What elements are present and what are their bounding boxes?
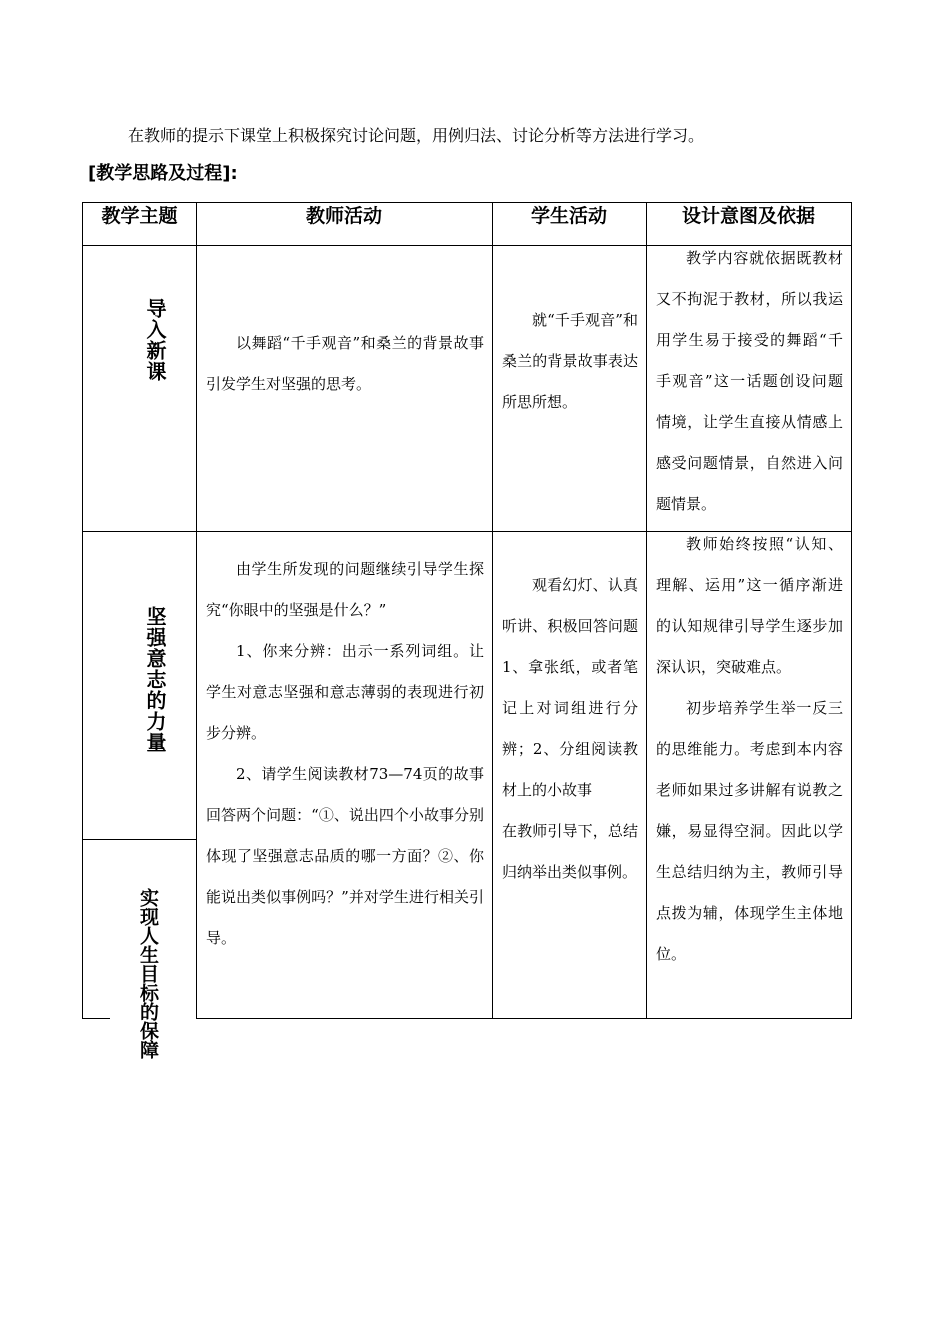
table-border-left	[82, 202, 83, 1019]
topic-life-goals: 实现人生目标的保障	[137, 888, 159, 1059]
table-border-bottom-left	[82, 1018, 110, 1019]
design-intent-intro: 教学内容就依据既教材又不拘泥于教材，所以我运用学生易于接受的舞蹈“千手观音”这一话题创设问题情境，让学生直接从情感上感受问题情景，自然进入问题情景。	[656, 249, 843, 513]
table-border-bottom	[196, 1018, 852, 1019]
header-design: 设计意图及依据	[681, 205, 815, 227]
col-divider-3	[646, 202, 647, 1019]
student-activity-willpower: 观看幻灯、认真听讲、积极回答问题1、拿张纸，或者笔记上对词组进行分辨；2、分组阅读教材上的小故事 在教师引导下，总结归纳举出类似事例。	[502, 576, 638, 881]
header-student: 学生活动	[530, 205, 607, 227]
section-heading: [教学思路及过程]:	[88, 163, 238, 184]
intro-paragraph: 在教师的提示下课堂上积极探究讨论问题，用例归法、讨论分析等方法进行学习。	[128, 126, 705, 145]
topic-willpower: 坚强意志的力量	[143, 606, 167, 753]
col-divider-2	[492, 202, 493, 1019]
topic-subdivider	[82, 839, 197, 840]
topic-intro: 导入新课	[143, 298, 167, 382]
design-intent-willpower: 教师始终按照“认知、理解、运用”这一循序渐进的认知规律引导学生逐步加深认识，突破难点。 初步培养学生举一反三的思维能力。考虑到本内容老师如果过多讲解有说教之嫌，易显得空洞。因此以学生总结归纳为主，教师引导点拨为辅，体现学生主体地位。	[656, 535, 843, 963]
header-topic: 教学主题	[101, 205, 178, 227]
teacher-activity-intro: 以舞蹈“千手观音”和桑兰的背景故事引发学生对坚强的思考。	[206, 334, 484, 393]
col-divider-1	[196, 202, 197, 1019]
header-teacher: 教师活动	[305, 205, 382, 227]
teacher-activity-willpower: 由学生所发现的问题继续引导学生探究“你眼中的坚强是什么？” 1、你来分辨：出示一系列词组。让学生对意志坚强和意志薄弱的表现进行初步分辨。 2、请学生阅读教材73—74页的故事 回答两个问题：“①、说出四个小故事分别体现了坚强意志品质的哪一方面？②、你能说出类似事例吗？”并对学生进行相关引导。	[206, 560, 484, 947]
student-activity-intro: 就“千手观音”和桑兰的背景故事表达所思所想。	[502, 311, 638, 411]
table-border-right	[851, 202, 852, 1019]
